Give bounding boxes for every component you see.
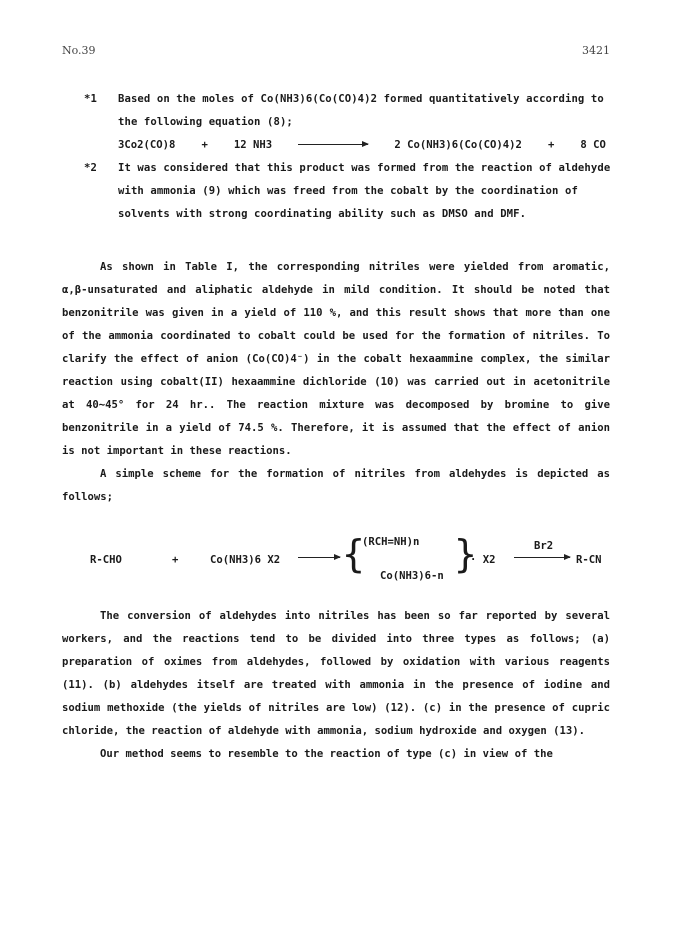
equation-plus: + bbox=[201, 139, 208, 151]
main-text bbox=[62, 256, 610, 766]
scheme-bracket-right: } bbox=[454, 532, 477, 576]
scheme-counterion: · X2 bbox=[470, 554, 496, 566]
page-number: 3421 bbox=[582, 44, 610, 57]
footnote-1 bbox=[84, 88, 618, 134]
scheme-reactant1: R-CHO bbox=[90, 554, 122, 566]
scheme-reactant2: Co(NH3)6 X2 bbox=[210, 554, 281, 566]
equation-lhs2: 12 NH3 bbox=[233, 139, 273, 151]
equation-rhs1: 2 Co(NH3)6(Co(CO)4)2 bbox=[394, 139, 522, 151]
paragraph: The conversion of aldehydes into nitriles has been so far reported by several workers, and the reactions tend to be divided into three types as follows; (a) preparation of oximes from aldehydes, followed by oxidation with various reagents (11). (b) aldehydes itself are treated with ammonia in the presence of iodine and sodium methoxide (the yields of nitriles are low) (12). (c) in the presence of cupric chloride, the reaction of aldehyde with ammonia, sodium hydroxide and oxygen (13). bbox=[62, 610, 610, 737]
paragraph: As shown in Table I, the corresponding nitriles were yielded from aromatic, α,β-unsaturated and aliphatic aldehyde in mild condition. It should be noted that benzonitrile was given in a yield of 110 %, and this result shows that more than one of the ammonia coordinated to cobalt could be used for the formation of nitriles. To clarify the effect of anion (Co(CO)4⁻) in the cobalt hexaammine complex, the similar reaction using cobalt(II) hexaammine dichloride (10) was carried out in acetonitrile at 40∼45° for 24 hr.. The reaction mixture was decomposed by bromine to give benzonitrile in a yield of 74.5 %. Therefore, it is assumed that the effect of anion is not important in these reactions. bbox=[62, 261, 610, 457]
footnote-mark: *1 bbox=[84, 93, 97, 105]
footnote-mark: *2 bbox=[84, 162, 97, 174]
scheme-plus: + bbox=[172, 554, 179, 566]
equation bbox=[118, 134, 606, 157]
scheme-bracket-left: { bbox=[342, 532, 365, 576]
paragraph: A simple scheme for the formation of nitriles from aldehydes is depicted as follows; bbox=[62, 468, 610, 503]
journal-issue: No.39 bbox=[62, 44, 96, 57]
scheme-arrow-1 bbox=[298, 557, 340, 558]
footnote-text: It was considered that this product was formed from the reaction of aldehyde with ammonia (9) which was freed from the cobalt by the coordination of solvents with strong coordinating ability such as DMSO and DMF. bbox=[118, 162, 611, 220]
equation-plus: + bbox=[547, 139, 555, 151]
reaction-arrow bbox=[298, 144, 368, 145]
scheme-complex-bottom: Co(NH3)6-n bbox=[380, 570, 444, 582]
footnote-text: Based on the moles of Co(NH3)6(Co(CO)4)2 formed quantitatively according to the following equation (8); bbox=[118, 93, 604, 128]
scheme-complex-top: (RCH=NH)n bbox=[362, 536, 420, 548]
equation-lhs1: 3Co2(CO)8 bbox=[118, 139, 176, 151]
reaction-scheme bbox=[62, 521, 610, 591]
footnotes bbox=[0, 88, 680, 226]
scheme-arrow-2 bbox=[514, 557, 570, 558]
scheme-product: R-CN bbox=[576, 554, 602, 566]
footnote-2 bbox=[84, 157, 618, 226]
equation-rhs2: 8 CO bbox=[580, 139, 606, 151]
paragraph: Our method seems to resemble to the reaction of type (c) in view of the bbox=[100, 748, 553, 760]
scheme-reagent: Br2 bbox=[534, 540, 554, 552]
